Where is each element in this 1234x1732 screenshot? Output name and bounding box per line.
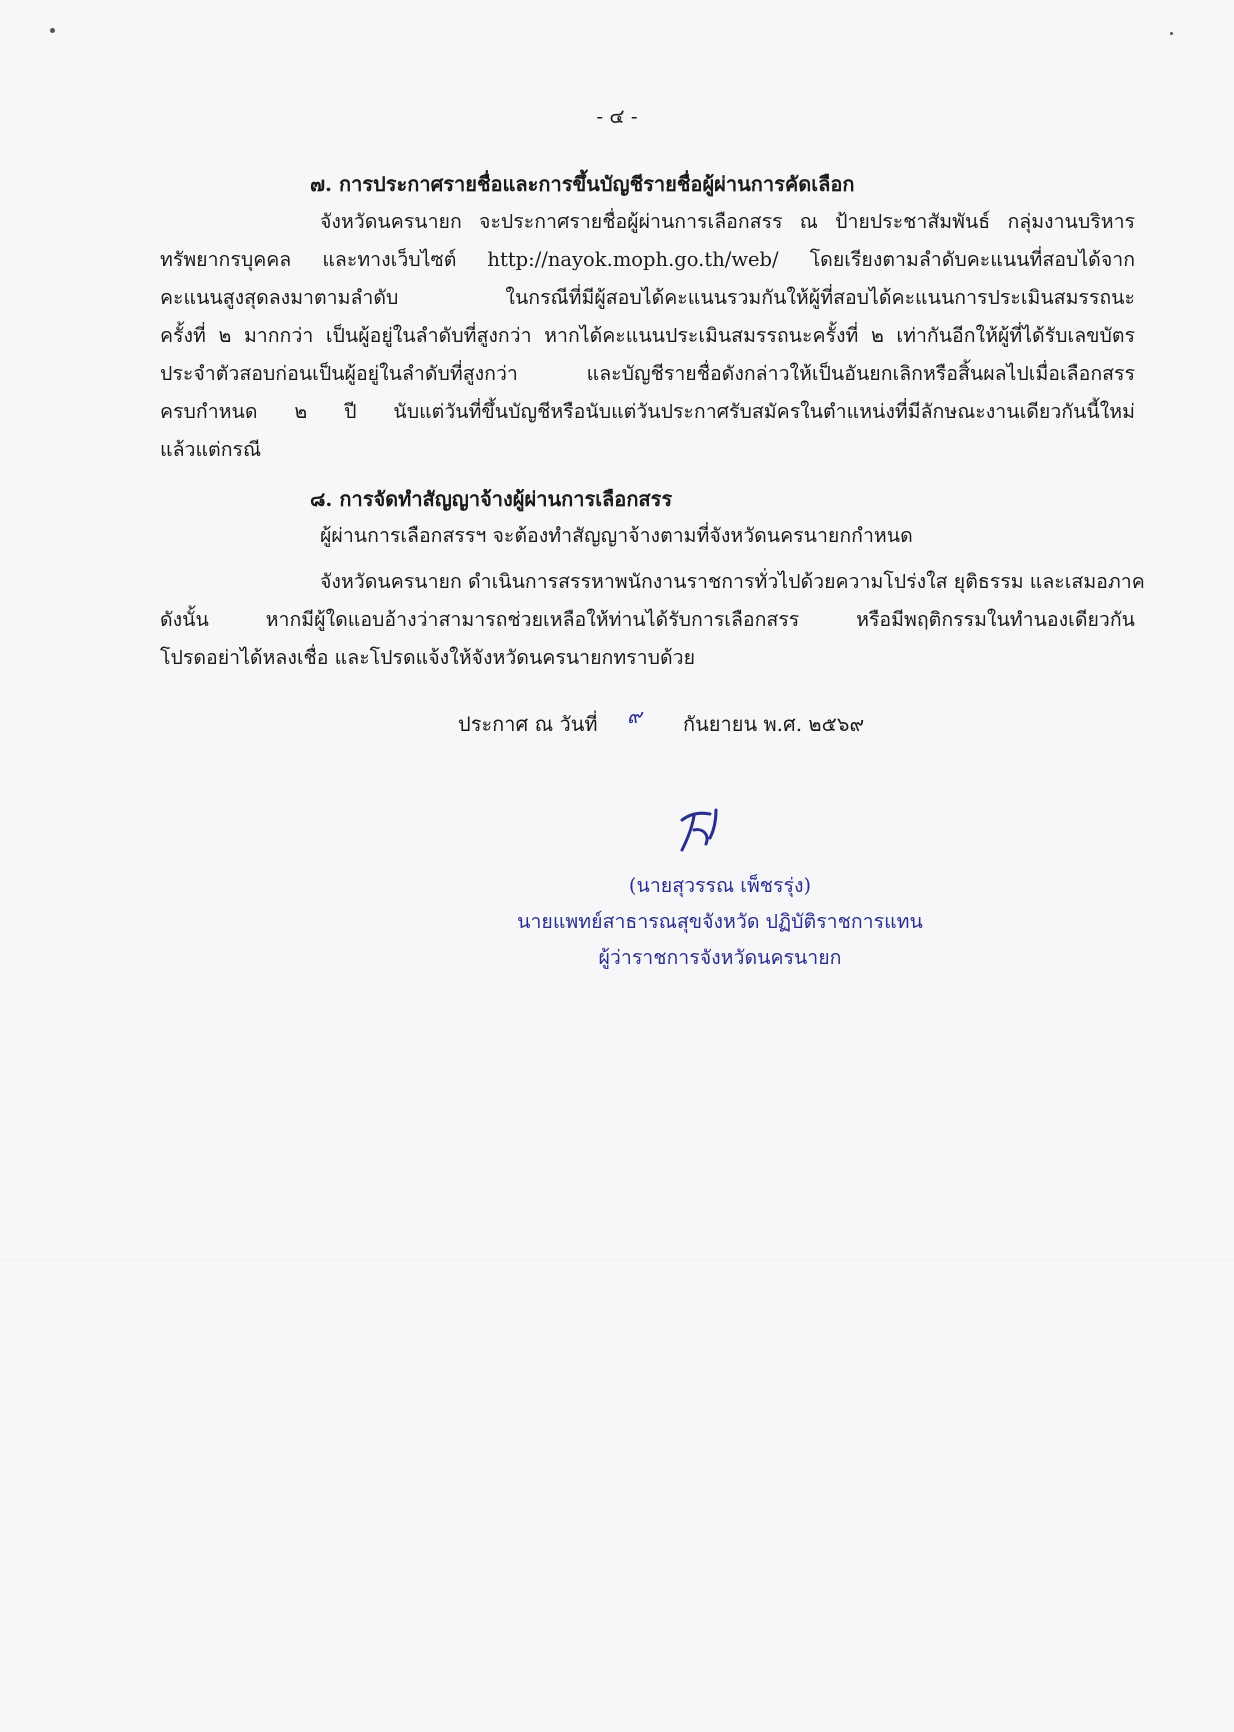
- section-7-line: ครบกำหนด ๒ ปี นับแต่วันที่ขึ้นบัญชีหรือนับแต่วันประกาศรับสมัครในตำแหน่งที่มีลักษณะงานเดียวกันนี้ใหม่: [160, 400, 1135, 423]
- notice-body: [160, 563, 1145, 677]
- signatory-position: นายแพทย์สาธารณสุขจังหวัด ปฏิบัติราชการแทน: [517, 910, 923, 933]
- section-7-line: จังหวัดนครนายก จะประกาศรายชื่อผู้ผ่านการเลือกสรร ณ ป้ายประชาสัมพันธ์ กลุ่มงานบริหาร: [320, 210, 1135, 233]
- section-7-body: [160, 203, 1135, 469]
- signatory-name: (นายสุวรรณ เพ็ชรรุ่ง): [628, 874, 812, 897]
- scan-speck: [50, 28, 55, 33]
- signatory-title: ผู้ว่าราชการจังหวัดนครนายก: [598, 946, 842, 969]
- announcement-month-year: กันยายน พ.ศ. ๒๕๖๙: [683, 712, 865, 736]
- signature-image: [676, 804, 732, 854]
- section-7-line: ทรัพยากรบุคคล และทางเว็บไซต์ http://nayok.moph.go.th/web/ โดยเรียงตามลำดับคะแนนที่สอบได้จาก: [160, 248, 1135, 271]
- scan-speck: [1170, 32, 1173, 35]
- signatory-block: [440, 868, 1000, 976]
- page-number: - ๔ -: [596, 104, 638, 128]
- notice-line: จังหวัดนครนายก ดำเนินการสรรหาพนักงานราชการทั่วไปด้วยความโปร่งใส ยุติธรรม และเสมอภาค: [320, 570, 1145, 593]
- section-7-line: ครั้งที่ ๒ มากกว่า เป็นผู้อยู่ในลำดับที่สูงกว่า หากได้คะแนนประเมินสมรรถนะครั้งที่ ๒ เท่ากันอีกให้ผู้ที่ได้รับเลขบัตร: [160, 324, 1135, 347]
- section-7-line: คะแนนสูงสุดลงมาตามลำดับ ในกรณีที่มีผู้สอบได้คะแนนรวมกันให้ผู้ที่สอบได้คะแนนการประเมินสมรรถนะ: [160, 286, 1135, 309]
- scan-fold-line: [0, 1260, 1234, 1261]
- announcement-day: ๙: [627, 704, 642, 728]
- section-8-line: ผู้ผ่านการเลือกสรรฯ จะต้องทำสัญญาจ้างตามที่จังหวัดนครนายกกำหนด: [320, 524, 913, 547]
- notice-line: ดังนั้น หากมีผู้ใดแอบอ้างว่าสามารถช่วยเหลือให้ท่านได้รับการเลือกสรร หรือมีพฤติกรรมในทำนองเดียวกัน: [160, 608, 1135, 631]
- announcement-prefix: ประกาศ ณ วันที่: [458, 712, 598, 736]
- section-7-line: ประจำตัวสอบก่อนเป็นผู้อยู่ในลำดับที่สูงกว่า และบัญชีรายชื่อดังกล่าวให้เป็นอันยกเลิกหรือสิ้นผลไปเมื่อเลือกสรร: [160, 362, 1135, 385]
- section-7-line: แล้วแต่กรณี: [160, 438, 262, 461]
- section-7-heading: ๗. การประกาศรายชื่อและการขึ้นบัญชีรายชื่อผู้ผ่านการคัดเลือก: [310, 172, 855, 196]
- section-8-heading: ๘. การจัดทำสัญญาจ้างผู้ผ่านการเลือกสรร: [310, 487, 673, 511]
- notice-line: โปรดอย่าได้หลงเชื่อ และโปรดแจ้งให้จังหวัดนครนายกทราบด้วย: [160, 646, 696, 669]
